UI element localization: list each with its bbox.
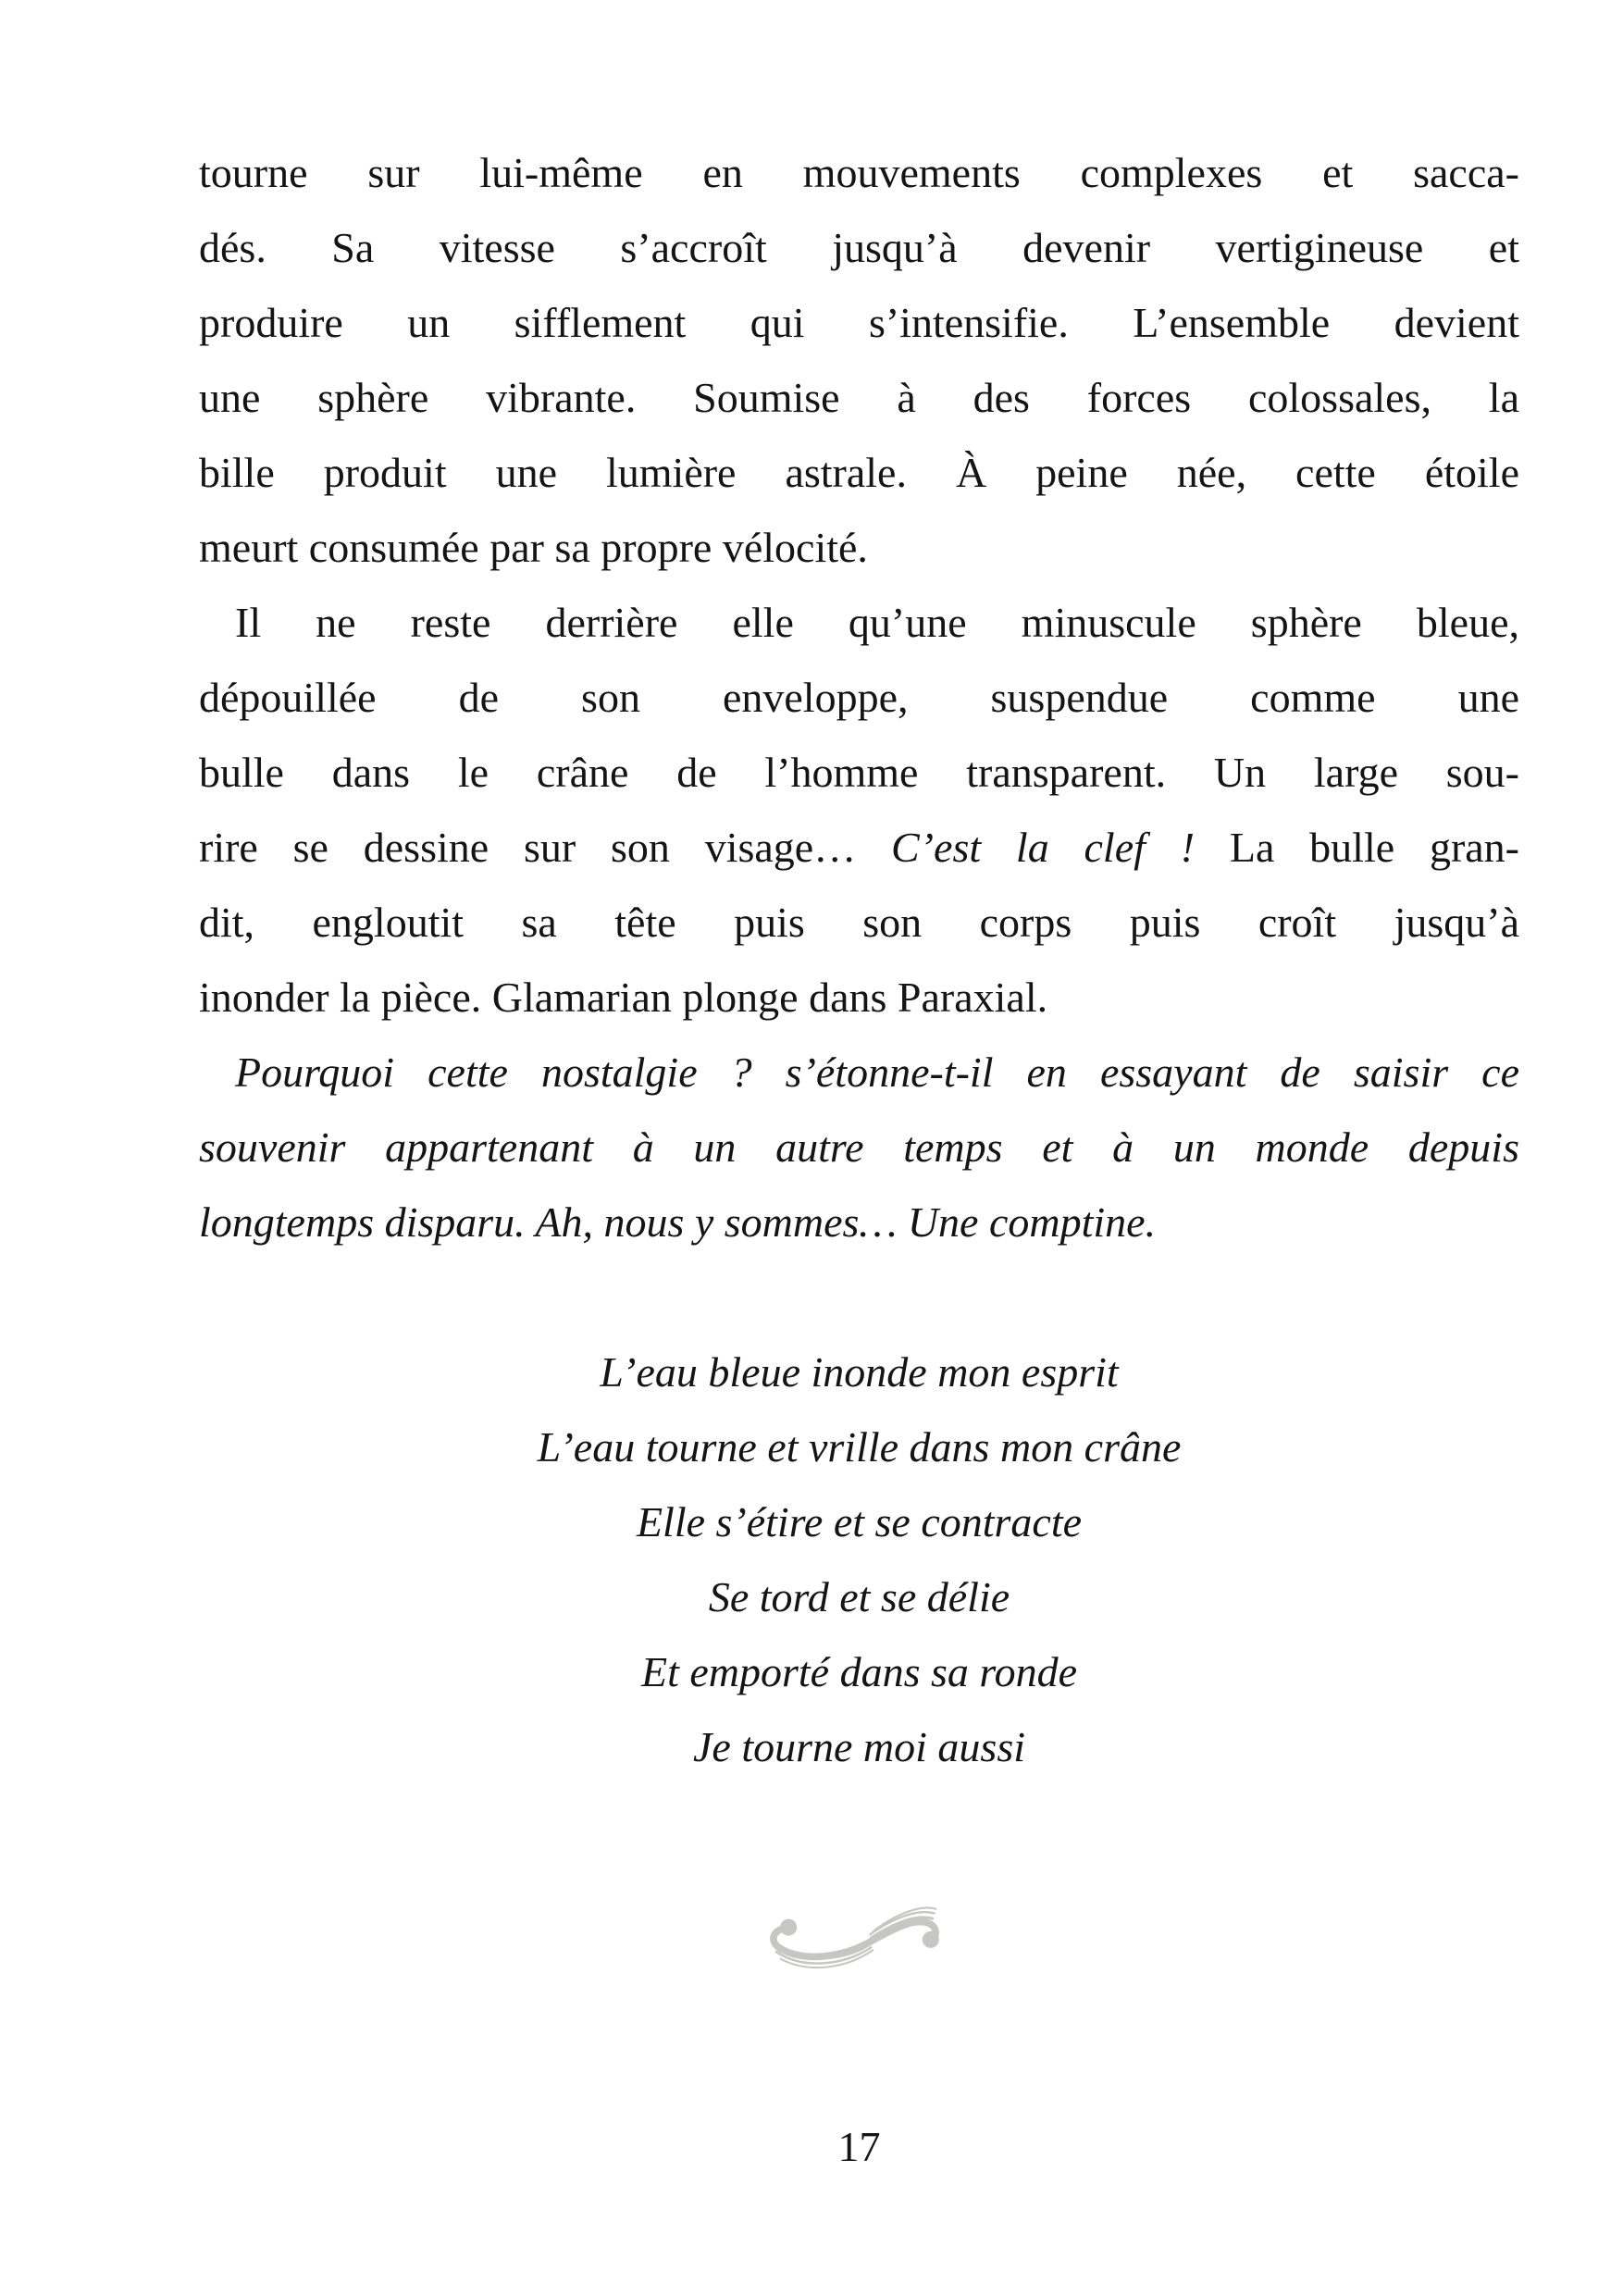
text-line xyxy=(199,135,1519,210)
text-line xyxy=(199,210,1519,285)
text-column xyxy=(199,135,1519,1976)
text-line xyxy=(199,285,1519,360)
text-line xyxy=(199,1035,1519,1110)
paragraph xyxy=(199,585,1519,1035)
text-segment: dépouillée de son enveloppe, suspendue comme une xyxy=(199,674,1519,721)
swirl-flourish-icon xyxy=(199,1900,1519,1976)
text-segment: une sphère vibrante. Soumise à des forces colossales, la xyxy=(199,374,1519,421)
text-line xyxy=(199,585,1519,660)
paragraph xyxy=(199,135,1519,585)
text-line xyxy=(199,885,1519,960)
text-segment: tourne sur lui-même en mouvements complexes et sacca- xyxy=(199,149,1519,196)
text-segment: inonder la pièce. Glamarian plonge dans Paraxial. xyxy=(199,974,1048,1021)
text-segment: longtemps disparu. Ah, nous y sommes… Une comptine. xyxy=(199,1198,1157,1246)
text-block xyxy=(199,135,1519,1260)
poem-line: L’eau tourne et vrille dans mon crâne xyxy=(537,1423,1182,1471)
text-segment: souvenir appartenant à un autre temps et à un monde depuis xyxy=(199,1123,1519,1171)
poem-line: L’eau bleue inonde mon esprit xyxy=(600,1348,1119,1396)
poem-line: Et emporté dans sa ronde xyxy=(640,1648,1078,1695)
text-line xyxy=(199,1110,1519,1185)
poem xyxy=(199,1334,1519,1784)
text-segment: meurt consumée par sa propre vélocité. xyxy=(199,524,868,571)
text-segment: Il ne reste derrière elle qu’une minuscule sphère bleue, xyxy=(235,599,1519,646)
text-segment: dés. Sa vitesse s’accroît jusqu’à devenir vertigineuse et xyxy=(199,224,1519,271)
text-line xyxy=(199,735,1519,810)
text-line xyxy=(199,360,1519,435)
text-segment: La bulle gran- xyxy=(1195,824,1520,871)
text-segment: bulle dans le crâne de l’homme transparent. Un large sou- xyxy=(199,749,1519,796)
text-segment: rire se dessine sur son visage… xyxy=(199,824,892,871)
text-segment: dit, engloutit sa tête puis son corps puis croît jusqu’à xyxy=(199,899,1519,946)
text-line xyxy=(199,510,1519,585)
text-line xyxy=(199,435,1519,510)
text-segment: Pourquoi cette nostalgie ? s’étonne-t-il en essayant de saisir ce xyxy=(235,1049,1519,1096)
poem-line: Je tourne moi aussi xyxy=(692,1723,1025,1770)
poem-line: Se tord et se délie xyxy=(708,1573,1010,1620)
paragraph xyxy=(199,1035,1519,1260)
italic-phrase: C’est la clef ! xyxy=(891,824,1196,871)
text-line xyxy=(199,1185,1519,1260)
text-line xyxy=(199,660,1519,735)
text-line xyxy=(199,960,1519,1035)
text-segment: bille produit une lumière astrale. À peine née, cette étoile xyxy=(199,449,1519,496)
page-number: 17 xyxy=(837,2123,881,2170)
text-segment: produire un sifflement qui s’intensifie. L’ensemble devient xyxy=(199,299,1519,346)
poem-line: Elle s’étire et se contracte xyxy=(636,1498,1083,1545)
text-line xyxy=(199,810,1519,885)
